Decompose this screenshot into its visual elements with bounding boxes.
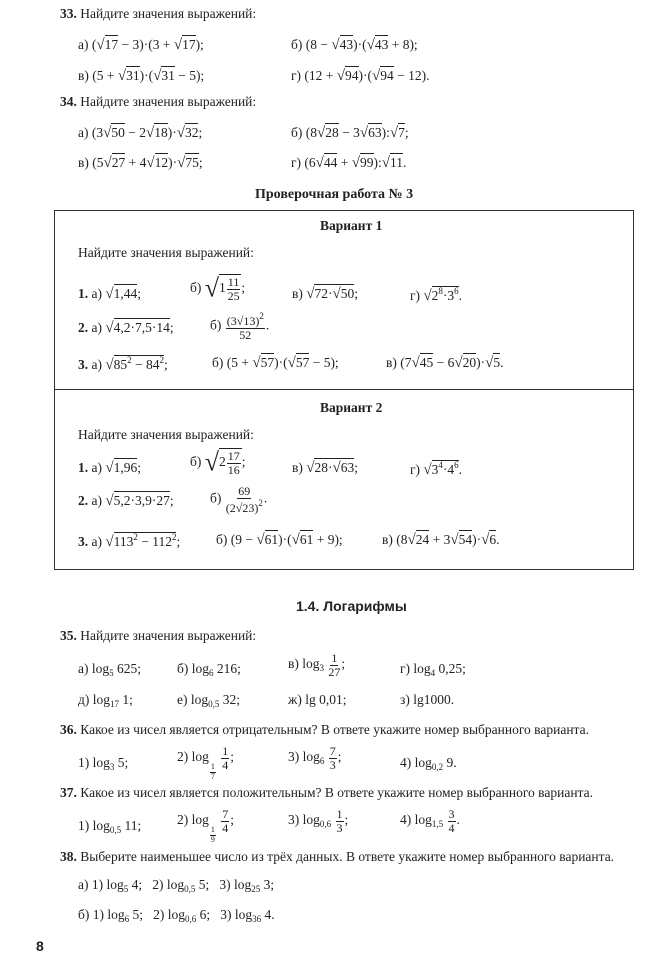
section-title: 1.4. Логарифмы xyxy=(296,598,407,614)
problem-prompt: Какое из чисел является отрицательным? В ответе укажите номер выбранного варианта. xyxy=(80,722,589,737)
v1-task-2b: б) $\frac{(3√13)^2}{52}$ . xyxy=(210,311,270,342)
v1-task-2: 2. а) √4,2·7,5·14; xyxy=(78,320,174,336)
expr-34a: а) (3√50 − 2√18)·√32; xyxy=(78,125,203,141)
variant-1-prompt: Найдите значения выражений: xyxy=(78,245,254,260)
expr-33v: в) (5 + √31)·(√31 − 5); xyxy=(78,68,205,84)
expr-37-1: 1) $\log_{0,5} 11$; xyxy=(78,818,142,835)
expr-35d: д) $\log_{17} 1$; xyxy=(78,692,133,709)
problem-prompt: Выберите наименьшее число из трёх данных. В ответе укажите номер выбранного варианта. xyxy=(80,849,615,864)
expr-37-4: 4) $\log_{1,5}$ $\frac{3}{4}$ . xyxy=(400,807,460,835)
problem-prompt: Какое из чисел является положительным? В ответе укажите номер выбранного варианта. xyxy=(80,785,593,800)
expr-33b: б) (8 − √43)·(√43 + 8); xyxy=(291,37,418,53)
variant-1-title: Вариант 1 xyxy=(320,218,383,233)
expr-37-3: 3) $\log_{0,6}$ $\frac{1}{3}$ ; xyxy=(288,807,349,835)
variant-2-title: Вариант 2 xyxy=(320,400,383,415)
problem-36-header: 36. Какое из чисел является отрицательным? В ответе укажите номер выбранного варианта. xyxy=(60,722,589,737)
check-work-title: Проверочная работа № 3 xyxy=(255,187,414,202)
expr-33a: а) (√17 − 3)·(3 + √17); xyxy=(78,37,204,53)
expr-36-1: 1) $\log_3 5$; xyxy=(78,755,129,772)
expr-37-2: 2) log $\frac{1}{9}$ $\frac{7}{4}$ ; xyxy=(177,807,235,844)
problem-prompt: Найдите значения выражений: xyxy=(80,94,257,109)
expr-36-3: 3) $\log_6$ $\frac{7}{3}$ ; xyxy=(288,744,342,772)
check-work-box xyxy=(54,210,634,570)
expr-35z: з) lg1000. xyxy=(400,692,455,707)
expr-35g: г) $\log_4 0,25$; xyxy=(400,661,466,678)
v2-task-3: 3. а) $√113^2 - 112^2$; xyxy=(78,532,181,550)
problem-prompt: Найдите значения выражений: xyxy=(80,6,257,21)
expr-34b: б) (8√28 − 3√63):√7; xyxy=(291,125,409,141)
expr-38b: б) 1) $\log_6 5$; 2) $\log_{0,6} 6$; 3) $\log_{36} 4$. xyxy=(78,907,275,924)
v1-task-1b: б) √1 $\frac{11}{25}$ ; xyxy=(190,273,246,303)
v2-task-3b: б) (9 − √61)·(√61 + 9); xyxy=(216,532,343,548)
problem-number: 33. xyxy=(60,6,77,21)
v2-task-3v: в) (8√24 + 3√54)·√6. xyxy=(382,532,500,548)
v1-task-1v: в) √72·√50; xyxy=(292,286,358,302)
problem-prompt: Найдите значения выражений: xyxy=(80,628,257,643)
problem-number: 34. xyxy=(60,94,77,109)
expr-35zh: ж) lg 0,01; xyxy=(288,692,347,707)
v2-task-1v: в) √28·√63; xyxy=(292,460,358,476)
expr-35v: в) $\log_3$ $\frac{1}{27}$ ; xyxy=(288,651,346,679)
v2-task-2: 2. а) √5,2·3,9·27; xyxy=(78,493,174,509)
problem-33-header xyxy=(60,6,256,22)
expr-35b: б) $\log_6 216$; xyxy=(177,661,241,678)
expr-35a: а) $\log_5 625$; xyxy=(78,661,142,678)
expr-33g: г) (12 + √94)·(√94 − 12). xyxy=(291,68,430,84)
problem-37-header: 37. Какое из чисел является положительным? В ответе укажите номер выбранного варианта. xyxy=(60,785,593,800)
expr-34g: г) (6√44 + √99):√11. xyxy=(291,155,407,171)
v1-task-3: 3. а) $√85^2 - 84^2$; xyxy=(78,355,168,373)
problem-38-header: 38. Выберите наименьшее число из трёх данных. В ответе укажите номер выбранного варианта. xyxy=(60,849,615,864)
expr-34v: в) (5√27 + 4√12)·√75; xyxy=(78,155,203,171)
expr-35e: е) $\log_{0,5} 32$; xyxy=(177,692,241,709)
problem-34-header xyxy=(60,94,256,110)
variant-divider xyxy=(54,389,634,390)
page-number: 8 xyxy=(36,938,44,954)
variant-2-prompt: Найдите значения выражений: xyxy=(78,427,254,442)
v2-task-1b: б) √2 $\frac{17}{16}$ ; xyxy=(190,447,246,477)
problem-35-header: 35. Найдите значения выражений: xyxy=(60,628,257,643)
v1-task-1g: г) $√2^8\cdot 3^6$. xyxy=(410,286,463,304)
expr-36-2: 2) log $\frac{1}{7}$ $\frac{1}{4}$ ; xyxy=(177,744,235,781)
expr-36-4: 4) $\log_{0,2} 9$. xyxy=(400,755,457,772)
v2-task-2b: б) $\frac{69}{(2√23)^2}$ . xyxy=(210,484,268,515)
v1-task-3b: б) (5 + √57)·(√57 − 5); xyxy=(212,355,339,371)
v2-task-1: 1. а) √1,96; xyxy=(78,460,141,476)
v2-task-1g: г) $√3^4\cdot 4^6$. xyxy=(410,460,463,478)
expr-38a: а) 1) $\log_5 4$; 2) $\log_{0,5} 5$; 3) $\log_{25} 3$; xyxy=(78,877,275,894)
v1-task-3v: в) (7√45 − 6√20)·√5. xyxy=(386,355,504,371)
v1-task-1: 1. а) √1,44; xyxy=(78,286,141,302)
